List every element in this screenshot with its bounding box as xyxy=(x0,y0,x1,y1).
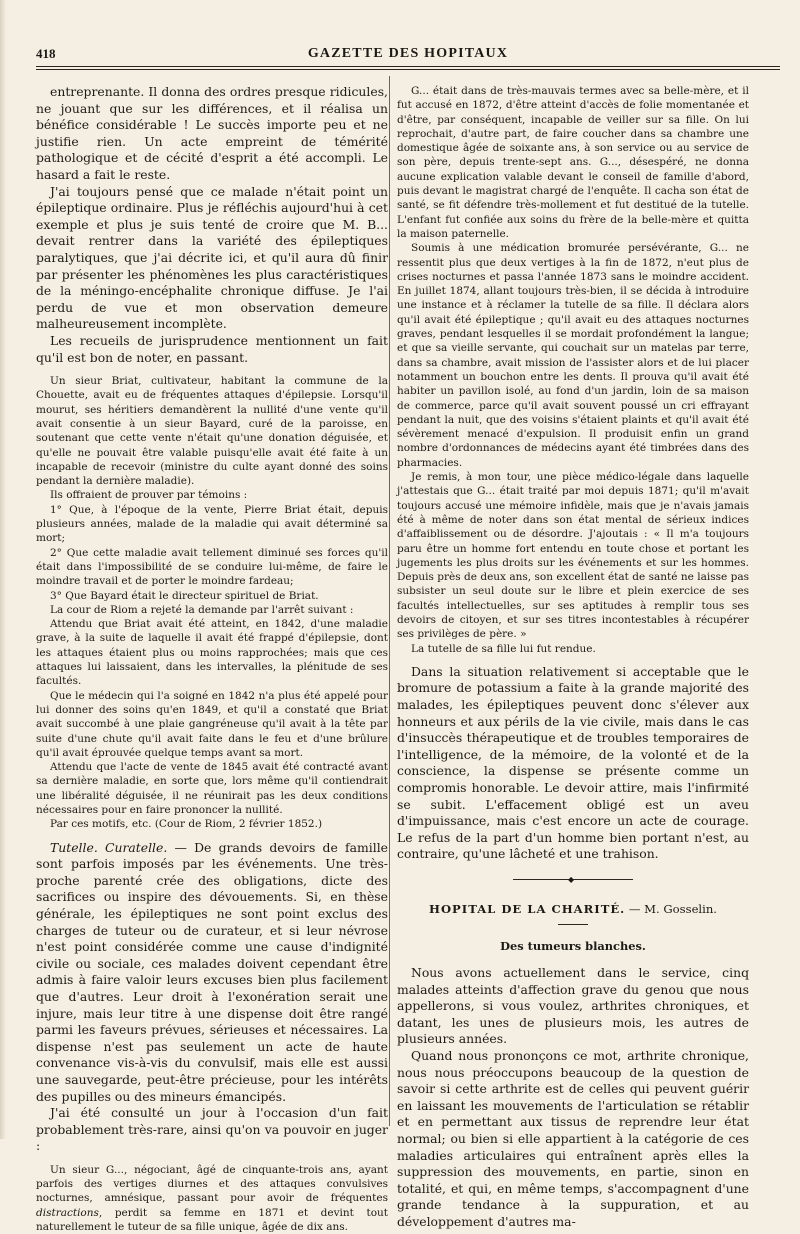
journal-title: GAZETTE DES HOPITAUX xyxy=(307,46,509,61)
paragraph-text: 3° Que Bayard était le directeur spirituel de Briat. xyxy=(50,589,319,602)
body-paragraph xyxy=(36,84,388,184)
paragraph-text: 2° Que cette maladie avait tellement diminué ses forces qu'il était dans l'impossibilité de se conduire lui-même, de faire le moindre travail et de porter le moindre fardeau; xyxy=(36,546,388,588)
paragraph-gap xyxy=(36,366,388,374)
paragraph-text: La cour de Riom a rejeté la demande par l'arrêt suivant : xyxy=(50,603,354,616)
paragraph-text-lead: Un sieur G..., négociant, âgé de cinquante-trois ans, ayant parfois des vertiges diurnes et des attaques convulsives nocturnes, amnésique, passant pour avoir de fréquentes xyxy=(36,1163,388,1205)
page-binding-shadow xyxy=(0,0,6,1139)
right-column-article xyxy=(397,965,749,1231)
quoted-paragraph xyxy=(36,374,388,488)
paragraph-gap xyxy=(36,832,388,840)
quoted-paragraph xyxy=(36,589,388,603)
quoted-paragraph xyxy=(36,503,388,546)
header-rule-thin xyxy=(36,69,780,70)
paragraph-text: Attendu que Briat avait été atteint, en 1842, d'une maladie grave, à la suite de laquelle il avait été frappé d'épilepsie, dont les attaques étaient plus ou moins rapprochées; mais que ces attaques lui laissaient, dans les intervalles, la plénitude de ses facultés. xyxy=(36,618,388,688)
body-paragraph xyxy=(36,333,388,366)
section-separator xyxy=(513,875,633,884)
quoted-paragraph xyxy=(36,546,388,589)
column-divider xyxy=(389,76,390,1126)
body-paragraph xyxy=(36,1105,388,1155)
paragraph-text: Dans la situation relativement si acceptable que le bromure de potassium a faite à la grande majorité des malades, les épileptiques peuvent donc s'élever aux honneurs et aux périls de la vie civile, mais dans le cas d'insuccès thérapeutique et de troubles temporaires de l'intelligence, de la mémoire, de la volonté et de la conscience, la dispense se présente comme un compromis honorable. Le devoir attire, mais l'infirmité se subit. L'effacement obligé est un aveu d'impuissance, mais c'est encore un acte de courage. Le refus de la part d'un homme bien portant n'est, au contraire, qu'une lâcheté et une trahison. xyxy=(397,663,749,862)
paragraph-gap xyxy=(36,1155,388,1163)
body-paragraph xyxy=(397,664,749,863)
paragraph-text: — De grands devoirs de famille sont parfois imposés par les événements. Une très-proche parenté crée des obligations, dicte des sacrifices ou inspire des dévouements. Si, en thèse générale, les épileptiques ne sont point exclus des charges de tuteur ou de curateur, et si leur névrose n'est point considérée comme une cause d'indignité civile ou sociale, ces malades doivent cependant être admis à faire valoir leurs excuses bien plus facilement que d'autres. Leur droit à l'exonération serait une injure, mais leur titre à une dispense doit être rangé parmi les faveurs prévues, sérieuses et nécessaires. La dispense n'est pas seulement un acte de haute convenance vis-à-vis du convulsif, mais elle est aussi une sauvegarde, peut-être précieuse, pour les intérêts des pupilles ou des mineurs émancipés. xyxy=(36,839,388,1104)
paragraph-text: J'ai toujours pensé que ce malade n'était point un épileptique ordinaire. Plus je réfléchis aujourd'hui à cet exemple et plus je suis tenté de croire que M. B... devait rentrer dans la variété des épileptiques paralytiques, que j'ai décrite ici, et qu'il aura dû finir par présenter les phénomènes les plus caractéristiques de la méningo-encéphalite chronique diffuse. Je l'ai perdu de vue et mon observation demeure malheureusement incomplète. xyxy=(36,183,388,332)
quoted-paragraph xyxy=(36,1163,388,1234)
right-column xyxy=(397,84,749,1229)
italic-term: distractions xyxy=(36,1206,99,1219)
paragraph-text: Que le médecin qui l'a soigné en 1842 n'a plus été appelé pour lui donner des soins qu'en 1849, et qu'il a constaté que Briat avait succombé à une plaie gangréneuse qu'il avait à la tête par suite d'une chute qu'il avait faite dans le feu et d'une brûlure qu'il avait éprouvée quelque temps avant sa mort. xyxy=(36,689,388,759)
quoted-paragraph xyxy=(36,617,388,688)
right-column-text xyxy=(397,84,749,863)
paragraph-text: La tutelle de sa fille lui fut rendue. xyxy=(411,642,596,655)
quoted-paragraph xyxy=(397,241,749,470)
page-header xyxy=(36,44,780,68)
paragraph-text: Nous avons actuellement dans le service, cinq malades atteints d'affection grave du genou que nous appellerons, si vous voulez, arthrites chroniques, et datant, les unes de plusieurs mois, les autres de plusieurs années. xyxy=(397,965,749,1047)
paragraph-text: entreprenante. Il donna des ordres presque ridicules, ne jouant que sur les différences, et il réalisa un bénéfice considérable ! Le succès importe peu et ne justifie rien. Un acte empreint de témérité pathologique et de cécité d'esprit a été accompli. Le hasard a fait le reste. xyxy=(36,84,388,182)
section-short-rule xyxy=(558,924,588,925)
paragraph-text: Par ces motifs, etc. (Cour de Riom, 2 février 1852.) xyxy=(50,818,323,831)
separator-diamond-icon: ◆ xyxy=(568,875,575,884)
paragraph-text: Quand nous prononçons ce mot, arthrite chronique, nous nous préoccupons beaucoup de la question de savoir si cette arthrite est de celles qui peuvent guérir en laissant les mouvements de l'articulation se rétablir et en permettant aux tissus de reprendre leur état normal; ou bien si elle appartient à la catégorie de ces maladies articulaires qui entraînent après elles la suppression des mouvements, en partie, sinon en totalité, et qui, en même temps, s'accompagnent d'une grande tendance à la suppuration, et au développement d'autres ma- xyxy=(397,1047,749,1229)
quoted-paragraph xyxy=(36,488,388,502)
italic-term: Tutelle. Curatelle. xyxy=(50,839,168,855)
paragraph-gap xyxy=(397,656,749,664)
paragraph-text: Ils offraient de prouver par témoins : xyxy=(50,489,248,502)
paragraph-text: 1° Que, à l'époque de la vente, Pierre Briat était, depuis plusieurs années, malade de la maladie qui avait déterminé sa mort; xyxy=(36,503,388,545)
section-title xyxy=(397,902,749,916)
subsection-title: Des tumeurs blanches. xyxy=(500,939,646,953)
quoted-paragraph xyxy=(397,84,749,241)
page-number: 418 xyxy=(36,46,56,61)
paragraph-text: Les recueils de jurisprudence mentionnent un fait qu'il est bon de noter, en passant. xyxy=(36,332,388,365)
quoted-paragraph xyxy=(36,817,388,831)
header-rule xyxy=(36,66,780,67)
paragraph-text: Soumis à une médication bromurée persévérante, G... ne ressentit plus que deux vertiges à la fin de 1872, n'eut plus de crises nocturnes et passa l'année 1873 sans le moindre accident. En juillet 1874, allant toujours très-bien, il se décida à introduire une instance et à réclamer la tutelle de sa fille. Il déclara alors qu'il avait été épileptique ; qu'il avait eu des attaques nocturnes graves, pendant lesquelles il se mordait profondément la langue; et que sa vieille servante, qui couchait sur un matelas par terre, dans sa chambre, avait mission de l'assister alors et de lui placer notamment un bouchon entre les dents. Il prouva qu'il avait été habiter un pavillon isolé, au fond d'un jardin, loin de sa maison de commerce, parce qu'il avait souvent poussé un cri effrayant pendant la nuit, que des voisins s'étaient plaints et qu'il avait été sévèrement menacé d'expulsion. Il produisit enfin un grand nombre d'ordonnances de médecins ayant été timbrées dans des pharmacies. xyxy=(397,242,749,469)
paragraph-text: J'ai été consulté un jour à l'occasion d'un fait probablement très-rare, ainsi qu'on va pouvoir en juger : xyxy=(36,1105,388,1154)
paragraph-text: G... était dans de très-mauvais termes avec sa belle-mère, et il fut accusé en 1872, d'être atteint d'accès de folie momentanée et d'être, par conséquent, incapable de veiller sur sa fille. On lui reprochait, d'autre part, de faire coucher dans sa chambre une domestique âgée de soixante ans, à son service ou au service de son père, depuis trente-sept ans. G..., désespéré, ne donna aucune explication valable devant le conseil de famille d'abord, puis devant le magistrat chargé de l'enquête. Il cacha son état de santé, se fit défendre très-mollement et fut destitué de la tutelle. L'enfant fut confiée aux soins du frère de la belle-mère et quitta la maison paternelle. xyxy=(397,85,749,240)
body-paragraph xyxy=(36,840,388,1106)
quoted-paragraph xyxy=(36,689,388,760)
body-paragraph xyxy=(36,184,388,333)
paragraph-text: Je remis, à mon tour, une pièce médico-légale dans laquelle j'attestais que G... était traité par moi depuis 1871; qu'il m'avait toujours accusé une mémoire infidèle, mais que je n'avais jamais été à même de noter dans son état mental de sérieux indices d'affaiblissement ou de désordre. J'ajoutais : « Il m'a toujours paru être un homme fort entendu en toute chose et portant les jugements les plus droits sur les événements et sur les hommes. Depuis près de deux ans, son excellent état de santé ne laisse pas subsister un seul doute sur le libre et plein exercice de ses facultés intellectuelles, sur ses aptitudes à remplir tous ses devoirs de citoyen, et sur ses titres incontestables à récupérer ses privilèges de père. » xyxy=(397,471,749,641)
paragraph-text: Attendu que l'acte de vente de 1845 avait été contracté avant sa dernière maladie, en sorte que, lors même qu'il contiendrait une libéralité déguisée, il ne réunirait pas les deux conditions nécessaires pour en faire prononcer la nullité. xyxy=(36,761,388,816)
quoted-paragraph xyxy=(397,642,749,656)
body-paragraph xyxy=(397,1048,749,1231)
quoted-paragraph xyxy=(397,470,749,642)
left-column xyxy=(36,84,388,1234)
body-paragraph xyxy=(397,965,749,1048)
quoted-paragraph xyxy=(36,603,388,617)
paragraph-text: , perdit sa femme en 1871 et devint tout naturellement le tuteur de sa fille unique, âgée de dix ans. xyxy=(36,1206,388,1234)
paragraph-text: Un sieur Briat, cultivateur, habitant la commune de la Chouette, avait eu de fréquentes attaques d'épilepsie. Lorsqu'il mourut, ses héritiers demandèrent la nullité d'une vente qu'il avait consentie à un sieur Bayard, curé de la paroisse, en soutenant que cette vente n'était qu'une donation déguisée, et qu'elle ne pouvait être valable puisqu'elle avait été faite à un incapable de recevoir (ministre du culte ayant donné des soins pendant la dernière maladie). xyxy=(36,375,388,488)
author-name: — M. Gosselin. xyxy=(625,902,717,916)
hospital-name: HOPITAL DE LA CHARITÉ. xyxy=(429,902,626,916)
quoted-paragraph xyxy=(36,760,388,817)
